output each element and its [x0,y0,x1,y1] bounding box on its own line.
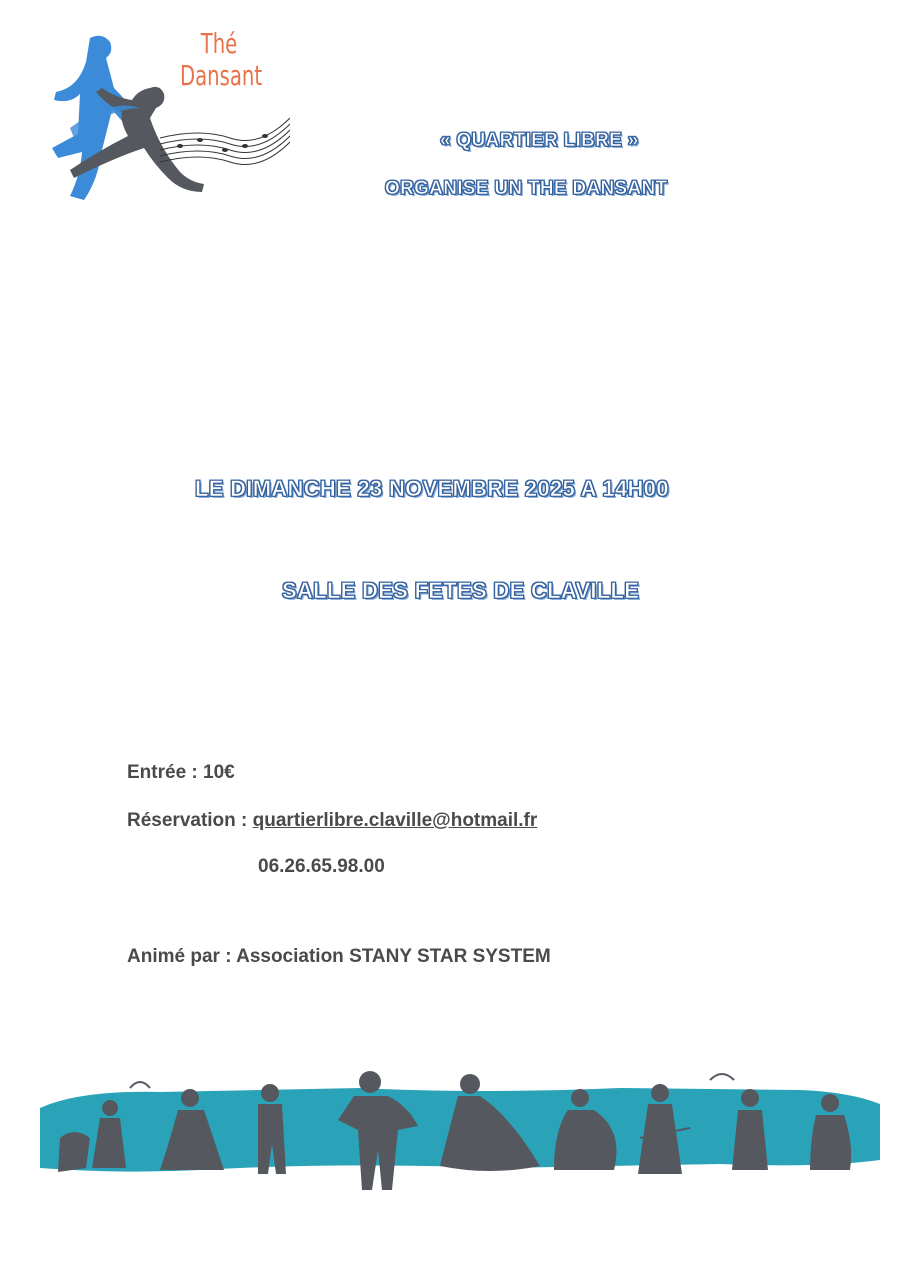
dance-party-banner-icon [40,1068,880,1198]
event-date: LE DIMANCHE 23 NOVEMBRE 2025 A 14H00 [195,476,669,501]
host-name: Association STANY STAR SYSTEM [236,946,551,967]
host-label: Animé par : [127,946,237,967]
organizer-name: « QUARTIER LIBRE » [440,130,639,151]
event-type: ORGANISE UN THE DANSANT [385,178,668,199]
entry-price-line [127,762,235,784]
event-venue: SALLE DES FETES DE CLAVILLE [282,578,640,603]
entry-price: 10€ [203,762,235,783]
logo-line-1: Thé [200,27,238,60]
reservation-phone: 06.26.65.98.00 [258,856,385,877]
reservation-line [127,810,537,832]
reservation-label: Réservation : [127,810,253,831]
logo-line-2: Dansant [180,59,263,92]
logo-title [180,27,263,92]
reservation-email-link[interactable]: quartierlibre.claville@hotmail.fr [252,810,538,831]
entry-label: Entrée : [127,762,204,783]
host-line [127,946,551,968]
